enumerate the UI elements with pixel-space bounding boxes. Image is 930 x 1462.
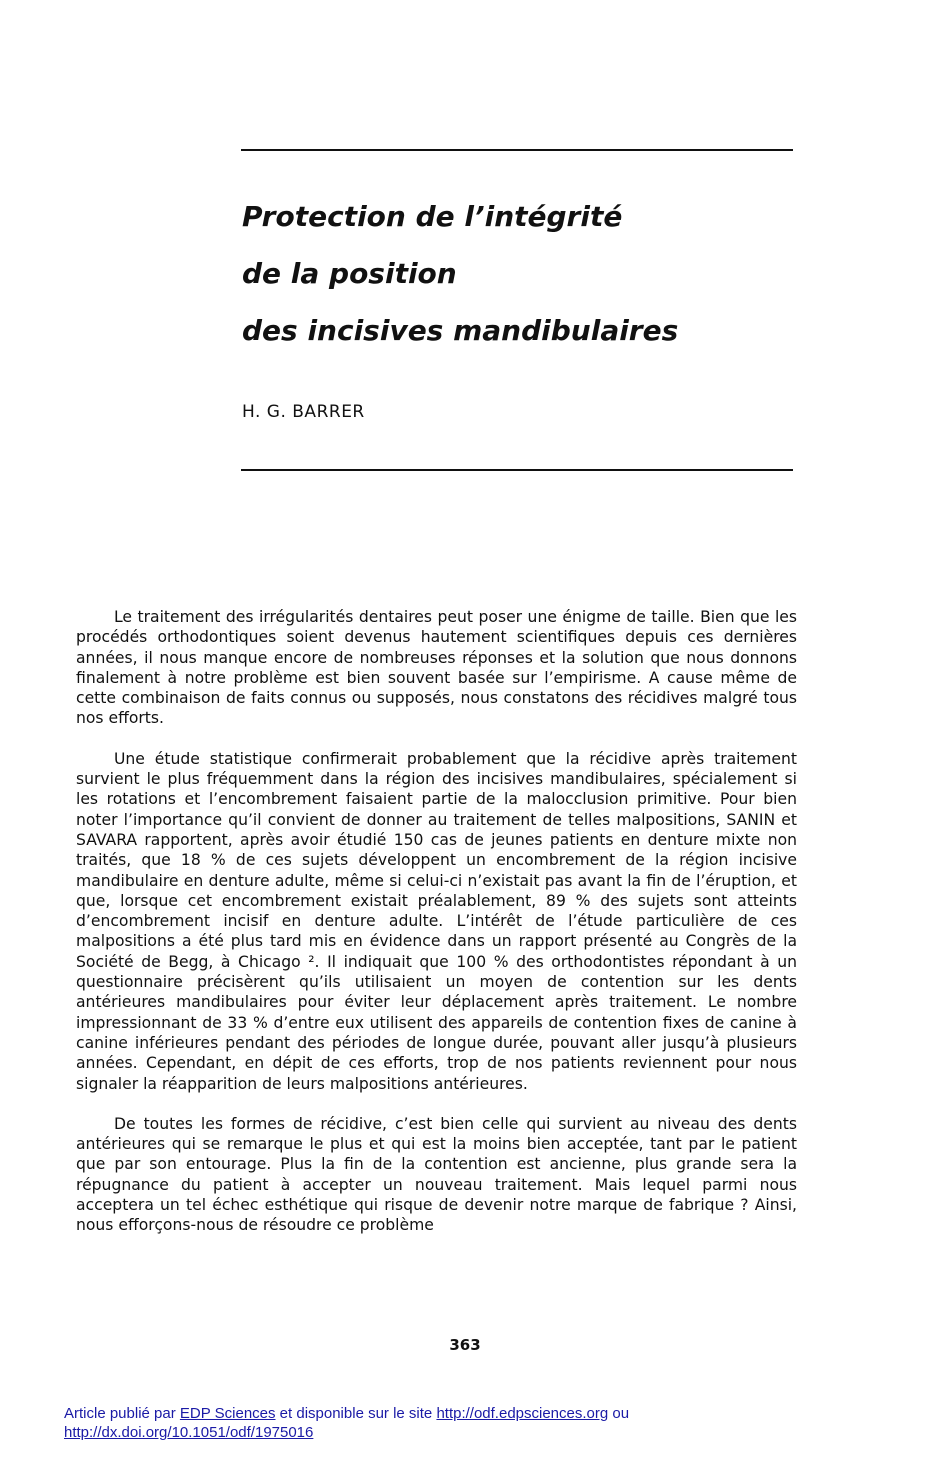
bottom-rule	[241, 469, 793, 471]
title-line-1: Protection de l’intégrité	[242, 200, 623, 233]
footer-prefix: Article publié par	[64, 1405, 180, 1422]
paragraph-1: Le traitement des irrégularités dentaires peut poser une énigme de taille. Bien que les procédés orthodontiques soient devenus hautement scientifiques depuis ces dernières années, il nous manque encore de nombreuses réponses et la solution que nous donnons finalement à notre problème est bien souvent basée sur l’empirisme. A cause même de cette combinaison de faits connus ou supposés, nous constatons des récidives malgré tous nos efforts.	[76, 608, 797, 728]
author-name: H. G. BARRER	[242, 402, 365, 422]
odf-site-link[interactable]: http://odf.edpsciences.org	[436, 1405, 609, 1422]
footer-suffix: ou	[608, 1405, 630, 1422]
title-line-2: de la position	[242, 257, 457, 290]
paragraph-3: De toutes les formes de récidive, c’est bien celle qui survient au niveau des dents antérieures qui se remarque le plus et qui est la moins bien acceptée, tant par le patient que par son entourage. Plus la fin de la contention est ancienne, plus grande sera la répugnance du patient à accepter un nouveau traitement. Mais lequel parmi nous acceptera un tel échec esthétique qui risque de devenir notre marque de fabrique ? Ainsi, nous efforçons-nous de résoudre ce problème	[76, 1114, 797, 1235]
doi-link[interactable]: http://dx.doi.org/10.1051/odf/1975016	[64, 1424, 314, 1441]
top-rule	[241, 149, 793, 151]
article-body	[76, 607, 797, 1256]
paragraph-2: Une étude statistique confirmerait probablement que la récidive après traitement survient le plus fréquemment dans la région des incisives mandibulaires, spécialement si les rotations et l’encombrement faisaient partie de la malocclusion primitive. Pour bien noter l’importance qu’il convient de donner au traitement de telles malpositions, SANIN et SAVARA rapportent, après avoir étudié 150 cas de jeunes patients en denture mixte non traités, que 18 % de ces sujets développent un encombrement de la région incisive mandibulaire en denture adulte, même si celui-ci n’existait pas avant la fin de l’éruption, et que, lorsque cet encombrement existait préalablement, 89 % des sujets sont atteints d’encombrement incisif en denture adulte. L’intérêt de l’étude particulière de ces malpositions a été plus tard mis en évidence dans un rapport présenté au Congrès de la Société de Begg, à Chicago ². Il indiquait que 100 % des orthodontistes répondant à un questionnaire précisèrent qu’ils utilisaient un moyen de contention sur les dents antérieures mandibulaires pour éviter leur déplacement après traitement. Le nombre impressionnant de 33 % d’entre eux utilisent des appareils de contention fixes de canine à canine inférieures pendant des périodes de longue durée, pouvant aller jusqu’à plusieurs années. Cependant, en dépit de ces efforts, trop de nos patients reviennent pour nous signaler la réapparition de leurs malpositions antérieures.	[76, 749, 797, 1093]
page-number: 363	[449, 1336, 481, 1354]
publication-footer	[64, 1404, 884, 1442]
edp-sciences-link[interactable]: EDP Sciences	[179, 1405, 276, 1422]
title-line-3: des incisives mandibulaires	[242, 314, 679, 347]
footer-middle: et disponible sur le site	[275, 1405, 437, 1422]
article-title	[242, 188, 802, 359]
